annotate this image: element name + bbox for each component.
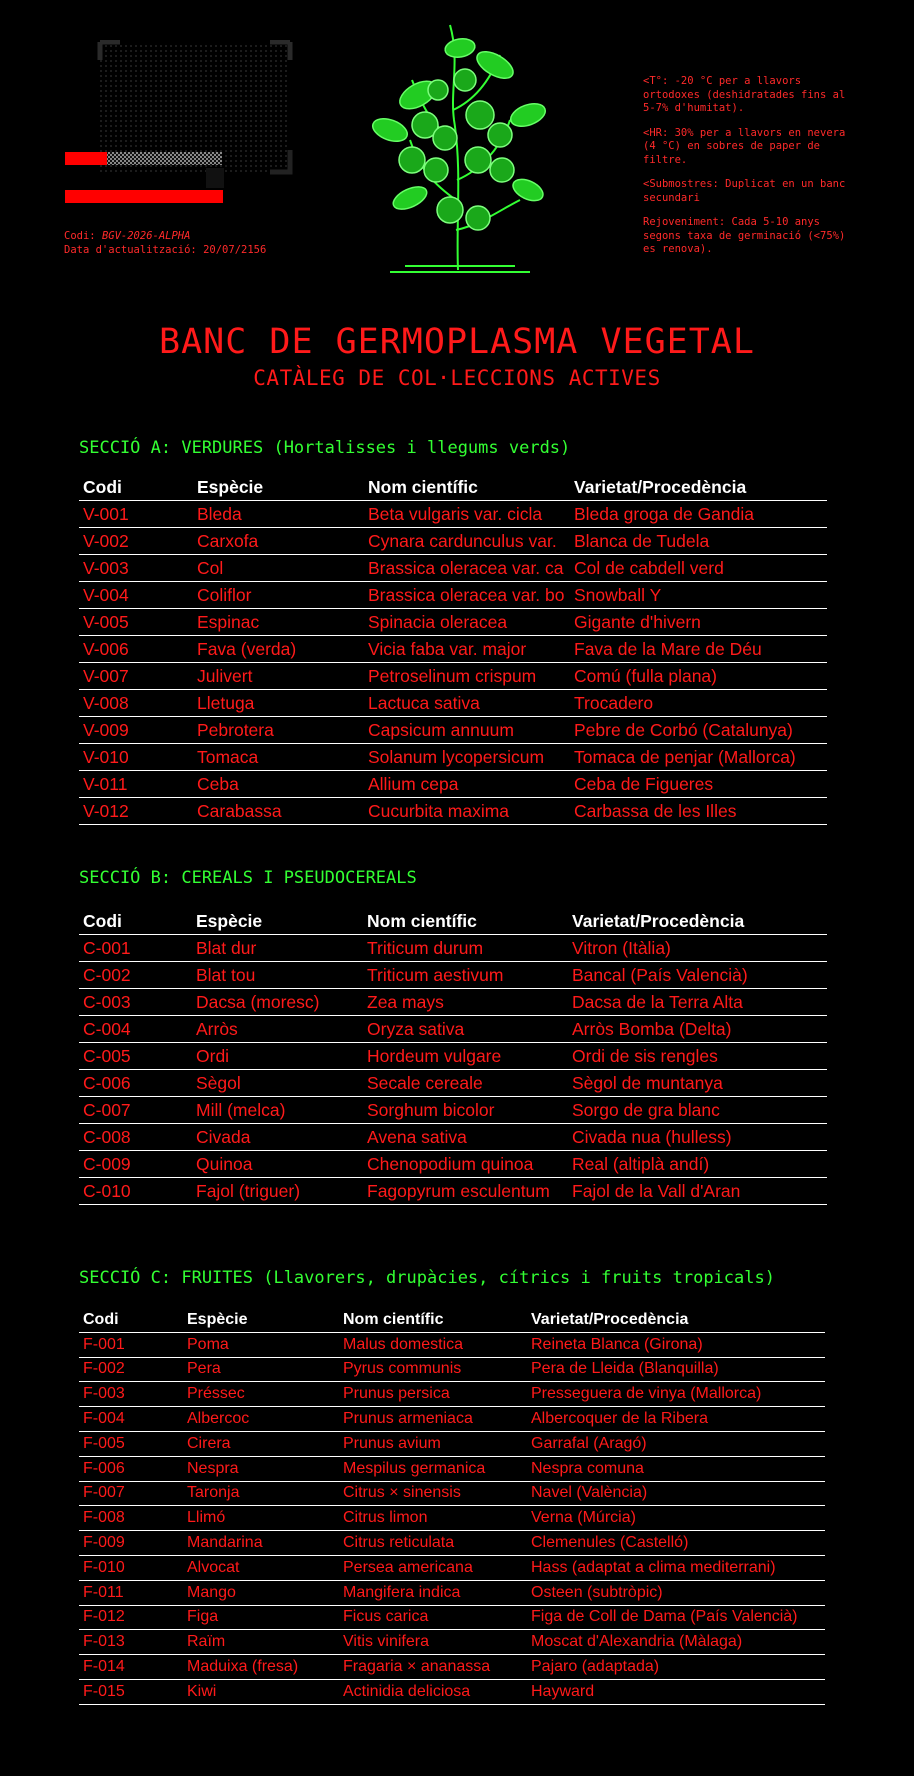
cell-code: C-007: [79, 1097, 192, 1124]
table-row: [79, 1124, 827, 1151]
code-value: BGV-2026-ALPHA: [101, 230, 191, 242]
section-c-rows: [79, 1332, 825, 1704]
cell-scientific-name: Triticum aestivum: [363, 962, 568, 989]
cell-variety: Moscat d'Alexandria (Màlaga): [527, 1630, 825, 1655]
tomato-plant-illustration: [350, 20, 570, 280]
cell-species: Blat dur: [192, 935, 363, 962]
table-row: [79, 1382, 825, 1407]
cell-scientific-name: Secale cereale: [363, 1070, 568, 1097]
cell-scientific-name: Vitis vinifera: [339, 1630, 527, 1655]
cell-code: F-012: [79, 1605, 183, 1630]
cell-variety: Bleda groga de Gandia: [570, 501, 827, 528]
cell-code: C-004: [79, 1016, 192, 1043]
column-header-species: Espècie: [193, 474, 364, 501]
cell-code: C-002: [79, 962, 192, 989]
cell-code: V-011: [79, 771, 193, 798]
table-row: [79, 1630, 825, 1655]
cell-scientific-name: Triticum durum: [363, 935, 568, 962]
section-c-table: [79, 1308, 825, 1705]
cell-scientific-name: Cucurbita maxima: [364, 798, 570, 825]
cell-code: F-004: [79, 1407, 183, 1432]
section-a-heading: SECCIÓ A: VERDURES (Hortalisses i llegums verds): [79, 438, 571, 458]
column-header-code: Codi: [79, 474, 193, 501]
cell-code: V-001: [79, 501, 193, 528]
cell-scientific-name: Sorghum bicolor: [363, 1097, 568, 1124]
cell-code: C-010: [79, 1178, 192, 1205]
cell-scientific-name: Fagopyrum esculentum: [363, 1178, 568, 1205]
table-row: [79, 663, 827, 690]
cell-species: Cirera: [183, 1431, 339, 1456]
cell-scientific-name: Prunus persica: [339, 1382, 527, 1407]
cell-variety: Snowball Y: [570, 582, 827, 609]
cell-species: Figa: [183, 1605, 339, 1630]
page-title: BANC DE GERMOPLASMA VEGETAL: [159, 322, 755, 362]
cell-variety: Presseguera de vinya (Mallorca): [527, 1382, 825, 1407]
cell-code: C-008: [79, 1124, 192, 1151]
column-header-scientific-name: Nom científic: [339, 1308, 527, 1332]
section-b-table: [79, 908, 827, 1205]
cell-species: Civada: [192, 1124, 363, 1151]
cell-scientific-name: Beta vulgaris var. cicla: [364, 501, 570, 528]
cell-variety: Garrafal (Aragó): [527, 1431, 825, 1456]
cell-code: F-006: [79, 1456, 183, 1481]
table-header-row: [79, 474, 827, 501]
cell-scientific-name: Citrus reticulata: [339, 1531, 527, 1556]
cell-code: C-006: [79, 1070, 192, 1097]
cell-species: Llimó: [183, 1506, 339, 1531]
cell-code: F-001: [79, 1332, 183, 1357]
cell-variety: Nespra comuna: [527, 1456, 825, 1481]
cell-species: Tomaca: [193, 744, 364, 771]
cell-scientific-name: Chenopodium quinoa: [363, 1151, 568, 1178]
cell-scientific-name: Brassica oleracea var. ca: [364, 555, 570, 582]
cell-species: Nespra: [183, 1456, 339, 1481]
cell-code: V-008: [79, 690, 193, 717]
cell-variety: Trocadero: [570, 690, 827, 717]
cell-variety: Verna (Múrcia): [527, 1506, 825, 1531]
table-row: [79, 690, 827, 717]
cell-scientific-name: Solanum lycopersicum: [364, 744, 570, 771]
cell-variety: Vitron (Itàlia): [568, 935, 827, 962]
cell-species: Fava (verda): [193, 636, 364, 663]
table-row: [79, 935, 827, 962]
table-row: [79, 1178, 827, 1205]
table-row: [79, 771, 827, 798]
cell-code: F-003: [79, 1382, 183, 1407]
cell-scientific-name: Brassica oleracea var. bo: [364, 582, 570, 609]
table-row: [79, 582, 827, 609]
cell-variety: Fajol de la Vall d'Aran: [568, 1178, 827, 1205]
cell-species: Mill (melca): [192, 1097, 363, 1124]
cell-species: Coliflor: [193, 582, 364, 609]
cell-species: Carabassa: [193, 798, 364, 825]
cell-code: V-004: [79, 582, 193, 609]
update-value: 20/07/2156: [203, 244, 267, 256]
cell-species: Préssec: [183, 1382, 339, 1407]
cell-variety: Comú (fulla plana): [570, 663, 827, 690]
cell-variety: Fava de la Mare de Déu: [570, 636, 827, 663]
cell-species: Dacsa (moresc): [192, 989, 363, 1016]
cell-code: V-007: [79, 663, 193, 690]
cell-variety: Sègol de muntanya: [568, 1070, 827, 1097]
table-row: [79, 989, 827, 1016]
table-row: [79, 1097, 827, 1124]
cell-scientific-name: Petroselinum crispum: [364, 663, 570, 690]
cell-code: F-009: [79, 1531, 183, 1556]
table-row: [79, 1151, 827, 1178]
cell-code: C-003: [79, 989, 192, 1016]
cell-species: Ordi: [192, 1043, 363, 1070]
table-row: [79, 1605, 825, 1630]
cell-species: Carxofa: [193, 528, 364, 555]
cell-variety: Hayward: [527, 1679, 825, 1704]
table-row: [79, 1506, 825, 1531]
table-row: [79, 1481, 825, 1506]
cell-species: Mango: [183, 1580, 339, 1605]
cell-species: Raïm: [183, 1630, 339, 1655]
cell-scientific-name: Pyrus communis: [339, 1357, 527, 1382]
cell-scientific-name: Citrus limon: [339, 1506, 527, 1531]
table-row: [79, 1016, 827, 1043]
note-humidity: <HR: 30% per a llavors en nevera (4 °C) en sobres de paper de filtre.: [643, 126, 846, 166]
cell-scientific-name: Hordeum vulgare: [363, 1043, 568, 1070]
cell-species: Albercoc: [183, 1407, 339, 1432]
cell-code: C-009: [79, 1151, 192, 1178]
cell-scientific-name: Malus domestica: [339, 1332, 527, 1357]
table-row: [79, 501, 827, 528]
cell-scientific-name: Oryza sativa: [363, 1016, 568, 1043]
section-b-rows: [79, 935, 827, 1205]
cell-species: Espinac: [193, 609, 364, 636]
cell-variety: Blanca de Tudela: [570, 528, 827, 555]
column-header-variety: Varietat/Procedència: [570, 474, 827, 501]
cell-variety: Figa de Coll de Dama (País Valencià): [527, 1605, 825, 1630]
column-header-scientific-name: Nom científic: [363, 908, 568, 935]
code-label: Codi:: [64, 230, 96, 242]
section-a-rows: [79, 501, 827, 825]
cell-species: Maduixa (fresa): [183, 1655, 339, 1680]
cell-code: V-012: [79, 798, 193, 825]
cell-scientific-name: Citrus × sinensis: [339, 1481, 527, 1506]
cell-species: Quinoa: [192, 1151, 363, 1178]
column-header-code: Codi: [79, 908, 192, 935]
cell-scientific-name: Allium cepa: [364, 771, 570, 798]
cell-code: F-014: [79, 1655, 183, 1680]
cell-variety: Hass (adaptat a clima mediterrani): [527, 1555, 825, 1580]
table-row: [79, 1555, 825, 1580]
cell-code: V-003: [79, 555, 193, 582]
cell-code: V-006: [79, 636, 193, 663]
cell-variety: Sorgo de gra blanc: [568, 1097, 827, 1124]
cell-code: F-005: [79, 1431, 183, 1456]
cell-species: Poma: [183, 1332, 339, 1357]
cell-code: F-007: [79, 1481, 183, 1506]
cell-scientific-name: Spinacia oleracea: [364, 609, 570, 636]
cell-variety: Pajaro (adaptada): [527, 1655, 825, 1680]
cell-scientific-name: Actinidia deliciosa: [339, 1679, 527, 1704]
cell-scientific-name: Capsicum annuum: [364, 717, 570, 744]
cell-species: Mandarina: [183, 1531, 339, 1556]
cell-code: V-010: [79, 744, 193, 771]
seed-bank-logo-icon: [60, 40, 300, 210]
cell-scientific-name: Avena sativa: [363, 1124, 568, 1151]
page-subtitle: CATÀLEG DE COL·LECCIONS ACTIVES: [253, 366, 661, 390]
cell-scientific-name: Prunus armeniaca: [339, 1407, 527, 1432]
table-row: [79, 717, 827, 744]
cell-code: C-001: [79, 935, 192, 962]
cell-variety: Gigante d'hivern: [570, 609, 827, 636]
cell-species: Col: [193, 555, 364, 582]
cell-species: Ceba: [193, 771, 364, 798]
note-regeneration: Rejoveniment: Cada 5-10 anys segons taxa de germinació (<75%) es renova).: [643, 216, 846, 255]
cell-species: Fajol (triguer): [192, 1178, 363, 1205]
cell-code: F-002: [79, 1357, 183, 1382]
table-row: [79, 1357, 825, 1382]
table-row: [79, 1655, 825, 1680]
table-row: [79, 1043, 827, 1070]
cell-variety: Arròs Bomba (Delta): [568, 1016, 827, 1043]
table-row: [79, 555, 827, 582]
cell-code: F-013: [79, 1630, 183, 1655]
cell-variety: Col de cabdell verd: [570, 555, 827, 582]
section-b-heading: SECCIÓ B: CEREALS I PSEUDOCEREALS: [79, 868, 417, 888]
cell-species: Pera: [183, 1357, 339, 1382]
cell-species: Arròs: [192, 1016, 363, 1043]
cell-variety: Ceba de Figueres: [570, 771, 827, 798]
cell-variety: Real (altiplà andí): [568, 1151, 827, 1178]
table-row: [79, 1580, 825, 1605]
cell-species: Blat tou: [192, 962, 363, 989]
table-header-row: [79, 908, 827, 935]
cell-code: F-008: [79, 1506, 183, 1531]
table-row: [79, 1070, 827, 1097]
cell-variety: Dacsa de la Terra Alta: [568, 989, 827, 1016]
cell-variety: Pebre de Corbó (Catalunya): [570, 717, 827, 744]
cell-scientific-name: Cynara cardunculus var.: [364, 528, 570, 555]
update-label: Data d'actualització:: [64, 244, 197, 256]
note-temperature: <T°: -20 °C per a llavors ortodoxes (deshidratades fins al 5-7% d'humitat).: [643, 75, 846, 114]
cell-species: Kiwi: [183, 1679, 339, 1704]
column-header-variety: Varietat/Procedència: [527, 1308, 825, 1332]
cell-variety: Bancal (País Valencià): [568, 962, 827, 989]
table-row: [79, 1332, 825, 1357]
cell-scientific-name: Mespilus germanica: [339, 1456, 527, 1481]
cell-variety: Reineta Blanca (Girona): [527, 1332, 825, 1357]
cell-variety: Ordi de sis rengles: [568, 1043, 827, 1070]
section-c-heading: SECCIÓ C: FRUITES (Llavorers, drupàcies, cítrics i fruits tropicals): [79, 1268, 775, 1288]
cell-species: Julivert: [193, 663, 364, 690]
cell-scientific-name: Fragaria × ananassa: [339, 1655, 527, 1680]
cell-species: Pebrotera: [193, 717, 364, 744]
cell-species: Taronja: [183, 1481, 339, 1506]
note-subsamples: <Submostres: Duplicat en un banc secundari: [643, 178, 846, 204]
cell-variety: Tomaca de penjar (Mallorca): [570, 744, 827, 771]
table-row: [79, 609, 827, 636]
cell-variety: Osteen (subtròpic): [527, 1580, 825, 1605]
cell-code: V-009: [79, 717, 193, 744]
section-a-table: [79, 474, 827, 825]
column-header-code: Codi: [79, 1308, 183, 1332]
table-row: [79, 1431, 825, 1456]
cell-scientific-name: Mangifera indica: [339, 1580, 527, 1605]
table-row: [79, 1407, 825, 1432]
table-header-row: [79, 1308, 825, 1332]
cell-variety: Navel (València): [527, 1481, 825, 1506]
table-row: [79, 798, 827, 825]
cell-scientific-name: Ficus carica: [339, 1605, 527, 1630]
table-row: [79, 1679, 825, 1704]
table-row: [79, 1531, 825, 1556]
cell-scientific-name: Zea mays: [363, 989, 568, 1016]
cell-variety: Carbassa de les Illes: [570, 798, 827, 825]
cell-code: F-015: [79, 1679, 183, 1704]
cell-species: Bleda: [193, 501, 364, 528]
cell-scientific-name: Lactuca sativa: [364, 690, 570, 717]
cell-variety: Pera de Lleida (Blanquilla): [527, 1357, 825, 1382]
column-header-variety: Varietat/Procedència: [568, 908, 827, 935]
cell-variety: Civada nua (hulless): [568, 1124, 827, 1151]
table-row: [79, 636, 827, 663]
table-row: [79, 744, 827, 771]
cell-scientific-name: Prunus avium: [339, 1431, 527, 1456]
table-row: [79, 528, 827, 555]
cell-code: F-011: [79, 1580, 183, 1605]
cell-code: C-005: [79, 1043, 192, 1070]
column-header-scientific-name: Nom científic: [364, 474, 570, 501]
column-header-species: Espècie: [183, 1308, 339, 1332]
catalog-meta: [64, 229, 266, 257]
cell-variety: Clemenules (Castelló): [527, 1531, 825, 1556]
storage-notes: [643, 75, 853, 268]
cell-species: Lletuga: [193, 690, 364, 717]
table-row: [79, 1456, 825, 1481]
cell-species: Alvocat: [183, 1555, 339, 1580]
cell-species: Sègol: [192, 1070, 363, 1097]
cell-code: V-002: [79, 528, 193, 555]
cell-code: V-005: [79, 609, 193, 636]
cell-code: F-010: [79, 1555, 183, 1580]
cell-scientific-name: Persea americana: [339, 1555, 527, 1580]
table-row: [79, 962, 827, 989]
column-header-species: Espècie: [192, 908, 363, 935]
cell-variety: Albercoquer de la Ribera: [527, 1407, 825, 1432]
cell-scientific-name: Vicia faba var. major: [364, 636, 570, 663]
